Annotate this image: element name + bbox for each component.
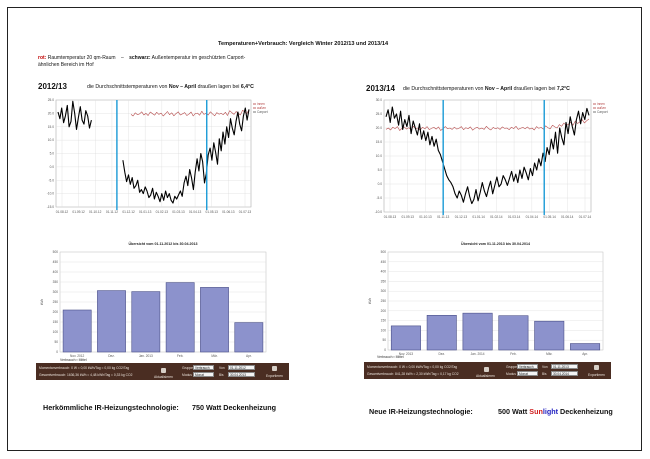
- left-caption-range: Nov – April: [168, 84, 197, 90]
- bar: [132, 292, 160, 352]
- y-tick-label: 300: [52, 290, 58, 294]
- y-tick-label: -5.0: [376, 196, 382, 200]
- y-tick-label: 300: [380, 289, 386, 294]
- y-tick-label: 0.0: [49, 164, 54, 169]
- x-tick-label: 01.02.13: [155, 210, 169, 214]
- legend-red-key: rot:: [38, 55, 47, 61]
- x-tick-label: Dez.: [108, 354, 115, 358]
- x-tick-label: 01.02.14: [490, 215, 503, 219]
- y-tick-label: 30.0: [375, 98, 382, 102]
- bar-legend-2012: Verbrauch ▪ Mittel: [60, 358, 87, 362]
- y-axis-label: kWh: [40, 298, 44, 306]
- x-tick-label: 01.10.13: [419, 215, 432, 219]
- y-tick-label: 350: [380, 279, 386, 284]
- right-caption-value: 7,2°C: [556, 86, 570, 92]
- bar-chart-2013: [364, 238, 609, 360]
- y-tick-label: 250: [52, 300, 58, 304]
- x-tick-label: Jan. 2014: [470, 352, 485, 356]
- y-tick-label: 15.0: [47, 124, 54, 129]
- legend-label: außen: [257, 106, 267, 110]
- x-tick-label: 01.05.14: [543, 215, 556, 219]
- x-tick-label: 01.08.12: [55, 210, 69, 214]
- right-footer-light: light: [542, 407, 559, 416]
- control-strip-2013: [364, 362, 611, 379]
- legend-label: innen: [597, 102, 605, 106]
- y-axis-label: kWh: [368, 297, 372, 305]
- right-footer-label: Neue IR-Heizungstechnologie:: [369, 407, 473, 416]
- right-caption-pre: die Durchschnittstemperaturen von: [403, 86, 484, 92]
- page-frame: [7, 7, 642, 451]
- ctrl-2013-von-input[interactable]: 01.11.2013: [551, 364, 578, 369]
- control-strip-2012: [36, 363, 289, 380]
- y-tick-label: 15.0: [375, 140, 382, 144]
- ctrl-2013-refresh-label: Aktualisieren: [476, 374, 495, 378]
- ctrl-2012-von-input[interactable]: 01.11.2012: [228, 365, 255, 370]
- y-tick-label: 10.0: [47, 138, 54, 143]
- x-tick-label: 01.04.14: [525, 215, 539, 219]
- y-tick-label: 200: [52, 310, 58, 314]
- right-caption: [403, 86, 570, 92]
- left-caption-value: 6,4°C: [240, 84, 254, 90]
- x-tick-label: Feb.: [510, 352, 517, 356]
- right-caption-range: Nov – April: [484, 86, 513, 92]
- temp-chart-2013: [364, 94, 609, 224]
- x-tick-label: Nov. 2012: [70, 354, 85, 358]
- ctrl-2012-gruppe-select[interactable]: Verbrauch: [193, 365, 214, 370]
- x-tick-label: Feb.: [176, 354, 184, 358]
- x-tick-label: Dez.: [438, 352, 446, 356]
- y-tick-label: 10.0: [375, 154, 382, 158]
- ctrl-2013-export-label: Exportieren: [588, 373, 605, 377]
- y-tick-label: 500: [52, 250, 58, 254]
- legend-label: Carport: [597, 110, 608, 114]
- x-tick-label: 01.10.12: [89, 210, 102, 214]
- ctrl-2012-gruppe-label: Gruppe: [182, 366, 193, 370]
- y-tick-label: 0: [384, 348, 386, 352]
- left-footer-value: 750 Watt Deckenheizung: [192, 403, 277, 412]
- right-year: 2013/14: [366, 84, 395, 93]
- x-tick-label: 01.03.13: [172, 210, 185, 214]
- legend-label: innen: [257, 102, 265, 106]
- left-footer-label: Herkömmliche IR-Heizungstechnologie:: [43, 403, 179, 412]
- bar: [427, 315, 456, 350]
- bar-legend-2013-b: Mittel: [395, 355, 404, 359]
- bar-legend-2013-a: Verbrauch: [377, 355, 393, 359]
- ctrl-2013-bis-input[interactable]: 30.04.2014: [551, 371, 578, 376]
- right-footer-sun: Sun: [529, 407, 543, 416]
- x-tick-label: 01.01.13: [138, 210, 152, 214]
- bar: [463, 313, 492, 350]
- bar-chart-title: Übersicht vom 01.11.2012 bis 30.04.2013: [128, 242, 198, 246]
- y-tick-label: 25.0: [375, 112, 382, 116]
- bar: [200, 287, 228, 352]
- bar: [391, 326, 420, 350]
- x-tick-label: 01.12.13: [454, 215, 468, 219]
- legend-label: außen: [597, 106, 607, 110]
- bar: [63, 310, 91, 352]
- bar-chart-title: Übersicht vom 01.11.2013 bis 30.04.2014: [461, 242, 530, 246]
- ctrl-2013-bis-label: Bis: [542, 372, 547, 376]
- bar: [235, 323, 263, 352]
- y-tick-label: -10.0: [374, 210, 382, 214]
- ctrl-2013-von-label: Von: [542, 365, 548, 369]
- bar: [499, 316, 528, 350]
- y-tick-label: 200: [380, 308, 386, 313]
- y-tick-label: 150: [380, 318, 386, 323]
- legend-label: Carport: [257, 110, 268, 114]
- x-tick-label: 01.12.12: [122, 210, 135, 214]
- ctrl-2012-export-label: Exportieren: [266, 374, 283, 378]
- ctrl-2013-modus-label: Modus: [506, 372, 516, 376]
- y-tick-label: 500: [380, 250, 386, 254]
- y-tick-label: 50: [382, 338, 386, 343]
- bar: [166, 283, 194, 352]
- y-tick-label: 100: [380, 328, 386, 333]
- page-title: Temperaturen+Verbrauch: Vergleich Winter 2012/13 und 2013/14: [218, 41, 389, 47]
- ctrl-2013-modus-select[interactable]: Monat: [517, 371, 538, 376]
- left-year: 2012/13: [38, 82, 67, 91]
- left-caption: [87, 84, 254, 90]
- y-tick-label: 5.0: [377, 168, 382, 172]
- y-tick-label: 20.0: [375, 126, 382, 130]
- y-tick-label: 5.0: [49, 151, 54, 156]
- x-tick-label: 01.09.12: [72, 210, 85, 214]
- y-tick-label: 150: [52, 320, 58, 324]
- x-tick-label: 01.11.12: [105, 210, 118, 214]
- export-icon[interactable]: [594, 365, 599, 370]
- y-tick-label: 450: [52, 260, 58, 264]
- y-tick-label: 100: [52, 330, 58, 334]
- x-tick-label: 01.06.14: [561, 215, 574, 219]
- y-tick-label: 400: [52, 270, 58, 274]
- y-tick-label: 400: [380, 269, 386, 274]
- bar: [535, 321, 564, 350]
- refresh-icon[interactable]: [161, 368, 166, 373]
- ctrl-2012-modus-select[interactable]: Monat: [193, 372, 214, 377]
- ctrl-2013-gruppe-select[interactable]: Verbrauch: [517, 364, 538, 369]
- bar-legend-2012-b: Mittel: [78, 358, 87, 362]
- x-tick-label: 01.07.13: [238, 210, 252, 214]
- left-caption-pre: die Durchschnittstemperaturen von: [87, 84, 168, 90]
- x-tick-label: 01.05.13: [205, 210, 218, 214]
- y-tick-label: 350: [52, 280, 58, 284]
- x-tick-label: 01.06.13: [222, 210, 235, 214]
- x-tick-label: 01.08.13: [383, 215, 397, 219]
- legend-dash: –: [120, 55, 124, 61]
- legend-black-text: Außentemperatur im geschützten Carport-: [151, 55, 246, 61]
- x-tick-label: 01.04.13: [188, 210, 202, 214]
- ctrl-2013-row1: Momentanverbrauch: 0 W ≈ 0,00 kWh/Tag ≈ 0,00 kg CO2/Tag: [367, 365, 458, 369]
- x-tick-label: 01.01.14: [472, 215, 485, 219]
- y-tick-label: 50: [54, 340, 58, 344]
- bar-chart-2012-svg: [36, 238, 272, 362]
- bar-legend-2012-a: Verbrauch: [60, 358, 76, 362]
- x-tick-label: 01.09.13: [401, 215, 414, 219]
- ctrl-2013-gruppe-label: Gruppe: [506, 365, 517, 369]
- x-tick-label: Nov. 2013: [398, 352, 414, 356]
- bar-chart-2012: [36, 238, 272, 362]
- x-tick-label: 01.11.13: [437, 215, 450, 219]
- bar: [570, 344, 599, 350]
- bar-legend-2013: Verbrauch ▪ Mittel: [377, 355, 404, 359]
- y-tick-label: 450: [380, 259, 386, 264]
- x-tick-label: Mär.: [211, 354, 218, 358]
- ctrl-2012-von-label: Von: [219, 366, 225, 370]
- legend-red: [38, 55, 245, 61]
- ctrl-2012-row1: Momentanverbrauch: 0 W ≈ 0,00 kWh/Tag ≈ 0,00 kg CO2/Tag: [39, 366, 130, 370]
- x-tick-label: Mär.: [546, 352, 553, 356]
- x-tick-label: Apr.: [245, 354, 252, 358]
- ctrl-2013-row2: Gesamtverbrauch: 841,28 kWh ≈ 2,30 kWh/Tag ≈ 0,17 kg CO2: [367, 372, 459, 376]
- right-footer-value: [498, 407, 613, 416]
- left-caption-mid: draußen lagen bei: [197, 84, 240, 90]
- x-tick-label: 01.07.14: [578, 215, 592, 219]
- x-tick-label: Jan. 2013: [138, 354, 153, 358]
- ctrl-2012-refresh-label: Aktualisieren: [154, 375, 173, 379]
- x-tick-label: Apr.: [582, 352, 588, 356]
- right-footer-value-a: 500 Watt: [498, 407, 530, 416]
- x-tick-label: 01.03.14: [507, 215, 521, 219]
- y-tick-label: 25.0: [47, 98, 54, 102]
- y-tick-label: -5.0: [48, 178, 54, 183]
- y-tick-label: 20.0: [47, 111, 54, 116]
- legend-black-text-2: ähnlichen Bereich im Hof: [38, 62, 94, 68]
- right-footer-value-b: Deckenheizung: [558, 407, 613, 416]
- bar: [97, 291, 125, 352]
- export-icon[interactable]: [272, 366, 277, 371]
- ctrl-2012-bis-label: Bis: [219, 373, 224, 377]
- ctrl-2012-row2: Gesamtverbrauch: 1636,36 kWh ≈ 4,48 kWh/Tag ≈ 0,33 kg CO2: [39, 373, 133, 377]
- ctrl-2012-bis-input[interactable]: 30.04.2013: [228, 372, 255, 377]
- y-tick-label: 0: [56, 350, 58, 354]
- legend-red-text: Raumtemperatur 20 qm-Raum: [47, 55, 116, 61]
- temp-chart-2013-svg: [364, 94, 609, 224]
- bar-chart-2013-svg: [364, 238, 609, 360]
- ctrl-2012-modus-label: Modus: [182, 373, 192, 377]
- legend-black-key: schwarz:: [129, 55, 151, 61]
- y-tick-label: -15.0: [46, 205, 54, 209]
- y-tick-label: -10.0: [46, 191, 54, 196]
- y-tick-label: 250: [380, 299, 386, 303]
- temp-chart-2012-svg: [36, 94, 269, 219]
- right-caption-mid: draußen lagen bei: [513, 86, 556, 92]
- refresh-icon[interactable]: [484, 367, 489, 372]
- y-tick-label: 0.0: [377, 182, 382, 186]
- temp-chart-2012: [36, 94, 269, 219]
